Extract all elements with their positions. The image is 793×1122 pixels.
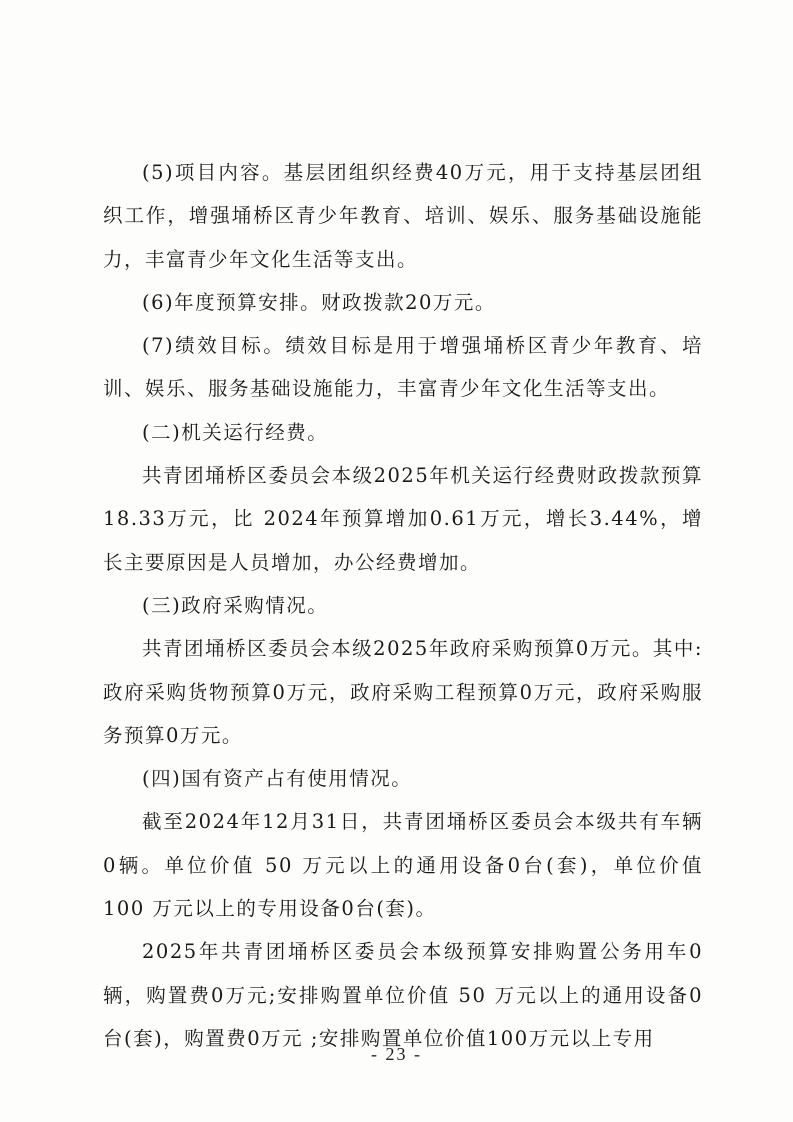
- page-number: - 23 -: [371, 1044, 422, 1064]
- paragraph-performance-target: (7)绩效目标。绩效目标是用于增强埇桥区青少年教育、培训、娱乐、服务基础设施能力，丰富青少年文化生活等支出。: [103, 334, 703, 401]
- section-heading-operating-funds: (二)机关运行经费。: [142, 420, 329, 444]
- paragraph-purchase-plan: 2025年共青团埇桥区委员会本级预算安排购置公务用车0辆，购置费0万元;安排购置单位价值 50 万元以上的通用设备0台(套)，购置费0万元 ;安排购置单位价值100万元以上专用: [103, 940, 703, 1050]
- section-heading-assets: (四)国有资产占有使用情况。: [142, 767, 413, 791]
- paragraph-procurement: 共青团埇桥区委员会本级2025年政府采购预算0万元。其中:政府采购货物预算0万元，政府采购工程预算0万元，政府采购服务预算0万元。: [103, 637, 703, 747]
- paragraph-annual-budget: (6)年度预算安排。财政拨款20万元。: [142, 290, 496, 314]
- paragraph-assets: 截至2024年12月31日，共青团埇桥区委员会本级共有车辆0辆。单位价值 50 万元以上的通用设备0台(套)，单位价值 100 万元以上的专用设备0台(套)。: [103, 810, 703, 921]
- paragraph-operating-funds: 共青团埇桥区委员会本级2025年机关运行经费财政拨款预算18.33万元，比 2024年预算增加0.61万元，增长3.44%，增长主要原因是人员增加，办公经费增加。: [103, 464, 703, 574]
- section-heading-procurement: (三)政府采购情况。: [142, 593, 329, 617]
- paragraph-project-content: (5)项目内容。基层团组织经费40万元，用于支持基层团组织工作，增强埇桥区青少年教育、培训、娱乐、服务基础设施能力，丰富青少年文化生活等支出。: [103, 161, 703, 271]
- document-body: [103, 151, 703, 1060]
